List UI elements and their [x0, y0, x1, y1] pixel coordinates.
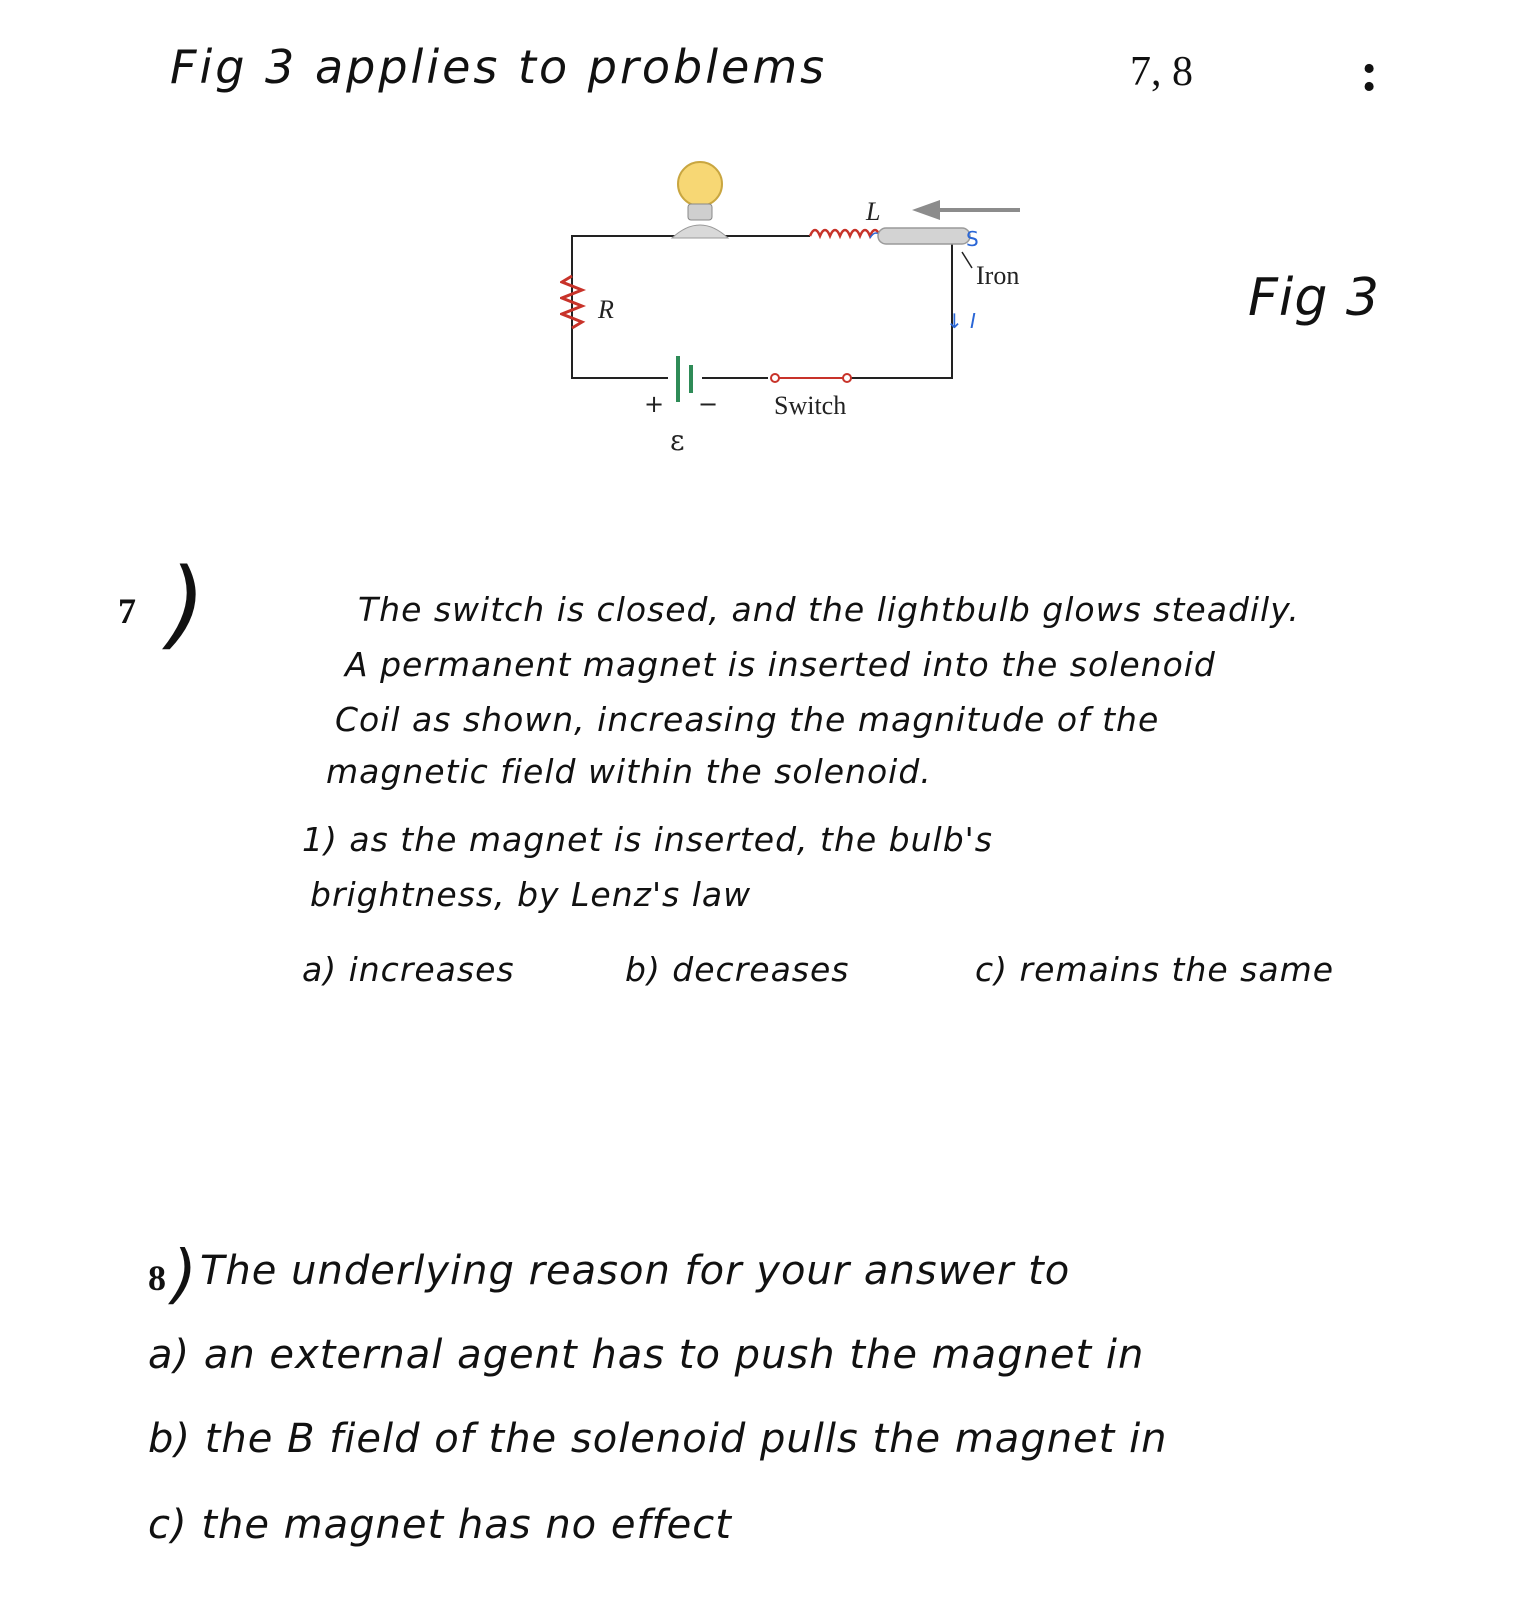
question-7-number: 7 — [118, 591, 136, 631]
question-7-paren: ) — [168, 548, 207, 660]
question-7-option-a: a) increases — [302, 950, 515, 989]
question-8-prompt: The underlying reason for your answer to — [200, 1248, 1071, 1294]
question-7-line-3: Coil as shown, increasing the magnitude of the — [335, 700, 1160, 739]
switch-right-terminal — [843, 374, 851, 382]
battery-gap — [668, 375, 702, 383]
question-7-prompt-cont: brightness, by Lenz's law — [310, 875, 752, 914]
question-7-option-b: b) decreases — [625, 950, 850, 989]
question-7-option-c: c) remains the same — [975, 950, 1335, 989]
question-8-option-a: a) an external agent has to push the magnet in — [148, 1332, 1145, 1378]
insertion-arrow-icon — [912, 200, 1020, 220]
resistor-label: R — [598, 295, 614, 324]
question-7-prompt: 1) as the magnet is inserted, the bulb's — [302, 820, 993, 859]
current-label: I — [970, 309, 976, 333]
figure-label: Fig 3 — [1248, 268, 1380, 328]
magnet-pole-label: S — [966, 227, 979, 251]
header-colon: : — [1360, 41, 1379, 103]
switch-left-terminal — [771, 374, 779, 382]
lightbulb-icon — [672, 162, 728, 238]
iron-magnet-icon — [878, 228, 970, 244]
question-8-option-c: c) the magnet has no effect — [148, 1502, 732, 1548]
header-title: Fig 3 applies to problems — [170, 40, 828, 94]
iron-leader-line — [962, 252, 972, 268]
question-8-paren: ) — [172, 1238, 198, 1312]
question-7-line-1: The switch is closed, and the lightbulb glows steadily. — [358, 590, 1300, 629]
current-arrow-icon: ↓ — [946, 309, 963, 333]
emf-label: ε — [670, 424, 685, 457]
switch-label: Switch — [774, 391, 847, 420]
battery-plus-label: + — [644, 390, 665, 418]
header-problem-numbers: 7, 8 — [1130, 49, 1193, 95]
question-7-line-4: magnetic field within the solenoid. — [326, 752, 932, 791]
question-7-line-2: A permanent magnet is inserted into the solenoid — [345, 645, 1216, 684]
circuit-diagram — [560, 160, 1060, 460]
question-8-number: 8 — [148, 1258, 166, 1298]
circuit-wire-loop — [572, 236, 952, 378]
battery-minus-label: − — [698, 390, 719, 418]
iron-label: Iron — [976, 261, 1020, 290]
question-8-option-b: b) the B field of the solenoid pulls the magnet in — [148, 1416, 1168, 1462]
inductor-label: L — [866, 197, 881, 226]
